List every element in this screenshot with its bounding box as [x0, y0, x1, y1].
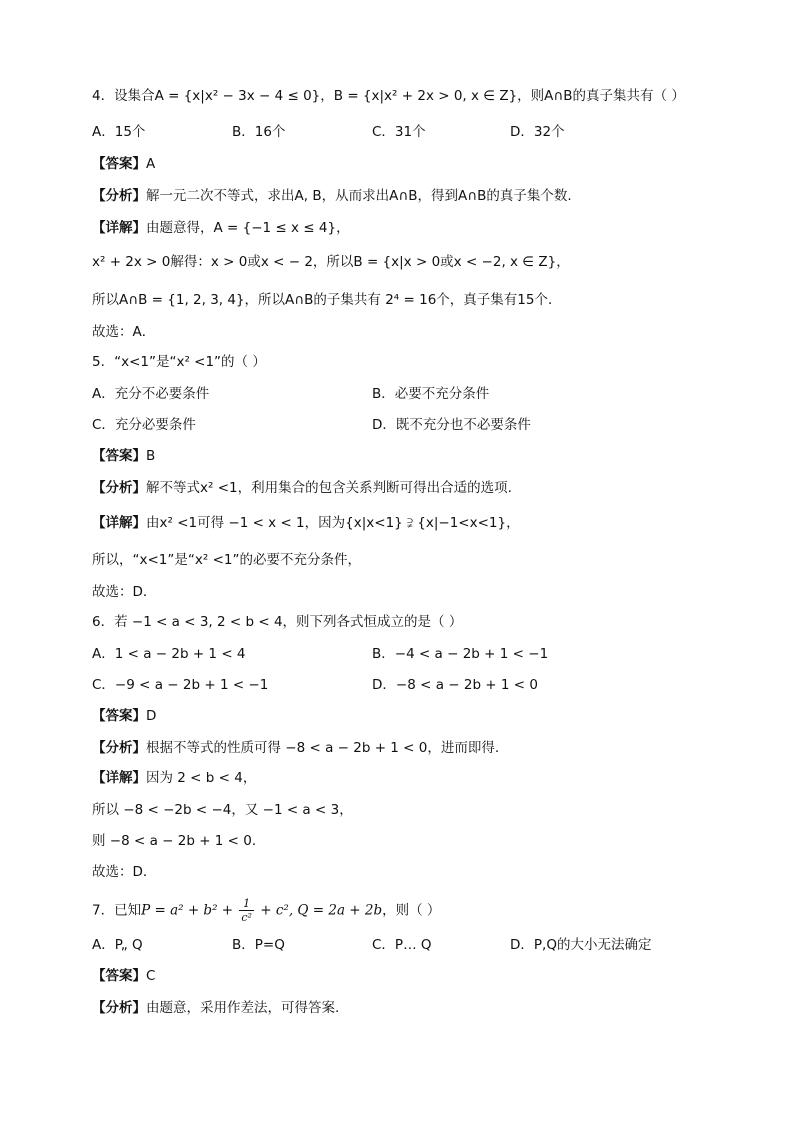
answer-tag: 【答案】 — [92, 708, 146, 724]
question-4-detail-4: 故选：A． — [92, 324, 156, 340]
stem-fraction — [239, 897, 254, 924]
question-5-answer — [92, 446, 155, 466]
answer-tag: 【答案】 — [92, 156, 146, 172]
question-4-option-d: D．32个 — [510, 124, 565, 140]
answer-tag: 【答案】 — [92, 448, 146, 464]
question-7-analysis — [92, 998, 339, 1018]
analysis-text: 根据不等式的性质可得 −8 < a − 2b + 1 < 0，进而即得. — [146, 740, 500, 756]
question-4-option-b: B．16个 — [232, 124, 286, 140]
analysis-tag: 【分析】 — [92, 1000, 146, 1016]
question-5-option-c: C．充分必要条件 — [92, 417, 196, 433]
question-6-option-a: A．1 < a − 2b + 1 < 4 — [92, 646, 246, 662]
question-5-option-d: D．既不充分也不必要条件 — [372, 417, 531, 433]
detail-tag: 【详解】 — [92, 770, 146, 786]
stem-suffix: ，则（ ） — [382, 902, 441, 919]
question-7-option-d: D．P,Q的大小无法确定 — [510, 937, 652, 953]
question-7-option-a: A．P„ Q — [92, 937, 143, 953]
question-6-option-c: C．−9 < a − 2b + 1 < −1 — [92, 677, 269, 693]
question-5-analysis — [92, 478, 512, 498]
question-4-answer — [92, 154, 155, 174]
question-5-detail-3: 故选：D． — [92, 584, 157, 600]
answer-value: D — [146, 708, 157, 724]
answer-value: B — [146, 448, 156, 464]
question-6-answer — [92, 706, 156, 726]
answer-value: A — [146, 156, 156, 172]
stem-formula-b: + c², Q = 2a + 2b — [255, 902, 383, 919]
stem-prefix: 7．已知 — [92, 902, 142, 919]
question-6-detail-2: 所以 −8 < −2b < −4，又 −1 < a < 3， — [92, 802, 353, 818]
question-6-stem: 6．若 −1 < a < 3, 2 < b < 4，则下列各式恒成立的是（ ） — [92, 614, 463, 630]
question-5-option-a: A．充分不必要条件 — [92, 386, 210, 402]
analysis-text: 解不等式x² <1，利用集合的包含关系判断可得出合适的选项. — [146, 480, 512, 496]
question-5-option-b: B．必要不充分条件 — [372, 386, 490, 402]
question-4-detail-2: x² + 2x > 0解得：x > 0或x < − 2，所以B = {x|x > 0或x < −2, x ∈ Z}， — [92, 254, 570, 270]
analysis-tag: 【分析】 — [92, 188, 146, 204]
question-6-option-d: D．−8 < a − 2b + 1 < 0 — [372, 677, 538, 693]
detail-tag: 【详解】 — [92, 515, 146, 531]
question-5-detail-2: 所以，“x<1”是“x² <1”的必要不充分条件， — [92, 552, 361, 568]
question-6-option-b: B．−4 < a − 2b + 1 < −1 — [372, 646, 549, 662]
question-6-detail-3: 则 −8 < a − 2b + 1 < 0． — [92, 833, 266, 849]
analysis-tag: 【分析】 — [92, 480, 146, 496]
detail-text: 由题意得，A = {−1 ≤ x ≤ 4}， — [146, 220, 350, 236]
question-4-analysis — [92, 186, 572, 206]
question-5-stem: 5．“x<1”是“x² <1”的（ ） — [92, 354, 266, 370]
answer-tag: 【答案】 — [92, 968, 146, 984]
answer-value: C — [146, 968, 156, 984]
fraction-numerator: 1 — [239, 897, 254, 911]
question-7-answer — [92, 966, 155, 986]
stem-formula-a: P = a² + b² + — [141, 902, 238, 919]
question-7-option-c: C．P… Q — [372, 937, 432, 953]
detail-text: 因为 2 < b < 4， — [146, 770, 257, 786]
question-5-detail-1 — [92, 513, 520, 533]
question-7-option-b: B．P=Q — [232, 937, 285, 953]
question-6-analysis — [92, 738, 499, 758]
question-4-option-c: C．31个 — [372, 124, 426, 140]
detail-text: 由x² <1可得 −1 < x < 1，因为{x|x<1} ⫌ {x|−1<x<1}， — [146, 515, 520, 531]
question-4-option-a: A．15个 — [92, 124, 146, 140]
question-6-detail-4: 故选：D． — [92, 864, 157, 880]
question-7-stem — [92, 897, 440, 933]
analysis-text: 由题意，采用作差法，可得答案. — [146, 1000, 340, 1016]
analysis-text: 解一元二次不等式，求出A, B，从而求出A∩B，得到A∩B的真子集个数. — [146, 188, 572, 204]
question-4-detail-3: 所以A∩B = {1, 2, 3, 4}，所以A∩B的子集共有 2⁴ = 16个，真子集有15个． — [92, 292, 562, 308]
fraction-denominator: c² — [241, 911, 252, 924]
detail-tag: 【详解】 — [92, 220, 146, 236]
question-4-stem: 4．设集合A = {x|x² − 3x − 4 ≤ 0}，B = {x|x² + 2x > 0, x ∈ Z}，则A∩B的真子集共有（ ） — [92, 88, 685, 104]
analysis-tag: 【分析】 — [92, 740, 146, 756]
question-4-detail-1 — [92, 218, 350, 238]
question-6-detail-1 — [92, 768, 256, 788]
